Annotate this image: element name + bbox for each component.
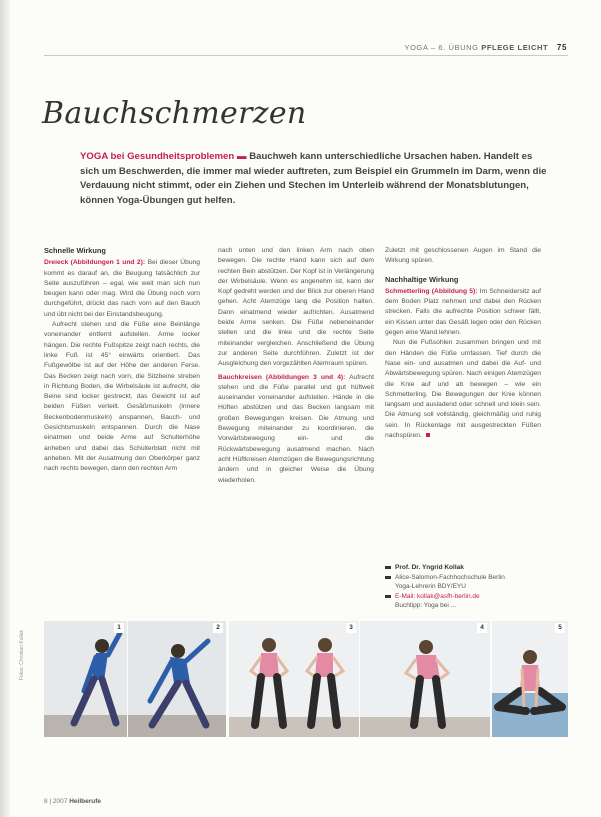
triangle-pose-figure — [128, 621, 226, 737]
text-column-1 — [44, 246, 200, 475]
exercise-photo-5 — [492, 621, 568, 737]
paragraph: Aufrecht stehen und die Füße eine Beinlänge voneinander entfernt aufstellen. Arme locker hängen. Die rechte Fußspitze zeigt nach rechts, die linke Fuß ist 45° einwärts orientiert. Das Fußgewölbe ist auf der Höhe der anderen Ferse. Das Becken zeigt nach vorn, die Sitzbeine streben in Richtung Boden, die Wirbelsäule ist aufrecht, die Beine sind locker gestreckt, das Gewicht ist auf beiden Füßen verteilt. Gesäßmuskeln (innere Beckenbodenmuskeln) anspannen, Bauch- und Gesichtsmuskeln entspannen. Durch die Nase einatmen und beide Arme auf Schulterhöhe anheben und dabei das Schulterblatt nicht mit anheben. Mit der Ausatmung den Oberkörper ganz nach rechts bewegen, dann den rechten Arm — [44, 321, 200, 473]
running-header — [405, 43, 567, 52]
end-mark — [426, 433, 430, 437]
subheading-bauchkreisen: Bauchkreisen (Abbildungen 3 und 4): — [218, 373, 346, 381]
photo-number: 3 — [346, 623, 356, 633]
author-email[interactable]: E-Mail: kollak@asfh-berlin.de — [395, 592, 480, 600]
bullet-square-icon — [385, 566, 391, 569]
page-spine-shadow — [0, 0, 10, 817]
bullet-square-icon — [385, 595, 391, 598]
hip-circle-figures — [229, 621, 359, 737]
header-section-strong: PFLEGE LEICHT — [481, 43, 549, 52]
author-affiliation-row — [385, 573, 545, 583]
exercise-photo-3 — [229, 621, 359, 737]
page-number: 75 — [556, 43, 567, 52]
paragraph — [218, 373, 374, 486]
exercise-photo-1 — [44, 621, 127, 737]
author-box — [385, 563, 545, 611]
text-column-3 — [385, 246, 541, 441]
photo-number: 1 — [114, 623, 124, 633]
magazine-name: Heilberufe — [69, 798, 101, 805]
bullet-square-icon — [385, 576, 391, 579]
header-rule — [44, 55, 568, 56]
issue-number: 8 | 2007 — [44, 798, 68, 805]
author-mail-row — [385, 592, 545, 602]
paragraph-text: Bei dieser Übung kommt es darauf an, die Beugung tatsächlich zur Seite auszuführen – egal, wie weit man sich nun beugen kann oder mag. Wird die Übung noch vorn durchgeführt, drückt das nach vorn auf den Bauch und übt nicht bei der Einstandsbeugung. — [44, 259, 201, 318]
author-book-row — [385, 601, 545, 611]
subheading-schmetterling: Schmetterling (Abbildung 5): — [385, 287, 478, 295]
paragraph: nach unten und den linken Arm nach oben bewegen. Die rechte Hand kann sich auf dem rechten Bein abstützen. Der Kopf ist in Verlängerung der Wirbelsäule. Wenn es angenehm ist, kann der Kopf gedreht werden und der Blick zur oberen Hand gehen. Acht Atemzüge lang die Position halten. Dann einatmend wieder aufrichten. Ausatmend beide Arme senken. Die Füße nebeneinander stellen und die linke und die rechte Seite miteinander vergleichen. Anschließend die Übung zur anderen Seite durchführen. Zuletzt ist der Ausgleichung den vorgezählten Atemraum spüren. — [218, 247, 374, 368]
lead-dash: ▬ — [236, 151, 247, 162]
author-name-row — [385, 563, 545, 573]
exercise-photo-strip — [44, 621, 568, 737]
page-footer — [44, 798, 101, 805]
paragraph-text: Im Schneidersitz auf dem Boden Platz nehmen und dabei den Rücken strecken. Falls die aufrechte Position schwer fällt, ein Kissen unter das Gesäß legen oder den Rücken gegen eine Wand lehnen. — [385, 287, 542, 337]
lead-keyword: YOGA bei Gesundheitsproblemen — [80, 151, 235, 162]
paragraph-text: Aufrecht stehen und die Füße parallel und gut hüftweit auseinander voneinander aufstellen. Hände in die Hüften abstützen und das Becken langsam mit großen Bewegungen kreisen. Die Atmung und Bewegung miteinander zu koordinieren, die Vorwärtsbewegung ein- und die Rückwärtsbewegung ausatmend machen. Nach acht Hüftkreisen Atemzügen die Bewegungsrichtung ändern und in gleicher Weise die Übung wiederholen. — [218, 373, 374, 484]
photo-credit: Fotos: Christian Kollak — [19, 629, 25, 680]
triangle-pose-figure — [44, 621, 127, 737]
exercise-photo-4 — [360, 621, 490, 737]
section-heading-lasting: Nachhaltige Wirkung — [385, 274, 459, 284]
author-role: Yoga-Lehrerin BDY/EYU — [395, 583, 466, 590]
paragraph — [385, 338, 541, 441]
author-name: Prof. Dr. Yngrid Kollak — [395, 564, 464, 571]
lead-text: Bauchweh kann unterschiedliche Ursachen haben. Handelt es sich um Beschwerden, die immer mal wieder auftreten, zum Beispiel ein Grummeln im Darm, wenn die Verdauung nicht stimmt, oder ein Ziehen und Stechen im Unterleib während der Monatsblutungen, können Yoga-Übungen gut helfen. — [80, 151, 547, 206]
photo-number: 5 — [555, 623, 565, 633]
text-column-2 — [218, 246, 374, 486]
paragraph-text: Nun die Fußsohlen zusammen bringen und mit den Händen die Füße umfassen. Tief durch die Nase ein- und ausatmen und dabei die Auf- und Abwärtsbewegung spüren. Nach einigen Atemzügen die Knie auf und ab bewegen – wie ein Schmetterling. Die Bewegungen der Knie können langsam und ausladend oder schnell und klein sein. Die Atmung soll vollständig, gleichmäßig und ruhig sein. In Rückenlage mit ausgestreckten Füßen nachspüren. — [385, 339, 541, 440]
paragraph — [385, 287, 541, 338]
section-heading-quick: Schnelle Wirkung — [44, 246, 106, 255]
hip-circle-figure — [360, 621, 490, 737]
photo-number: 4 — [477, 623, 487, 633]
header-section: YOGA – 6. ÜBUNG — [404, 43, 479, 52]
article-title: Bauchschmerzen — [42, 96, 307, 131]
subheading-dreieck: Dreieck (Abbildungen 1 und 2): — [44, 259, 146, 267]
author-book: Buchtipp: Yoga bei ... — [395, 602, 457, 609]
exercise-photo-2 — [128, 621, 226, 737]
author-role-row — [385, 582, 545, 592]
lead-paragraph — [80, 150, 550, 208]
paragraph — [44, 258, 200, 320]
photo-number: 2 — [213, 623, 223, 633]
butterfly-pose-figure — [492, 621, 568, 737]
author-affiliation: Alice-Salomon-Fachhochschule Berlin — [395, 573, 505, 581]
paragraph: Zuletzt mit geschlossenen Augen im Stand die Wirkung spüren. — [385, 247, 541, 265]
